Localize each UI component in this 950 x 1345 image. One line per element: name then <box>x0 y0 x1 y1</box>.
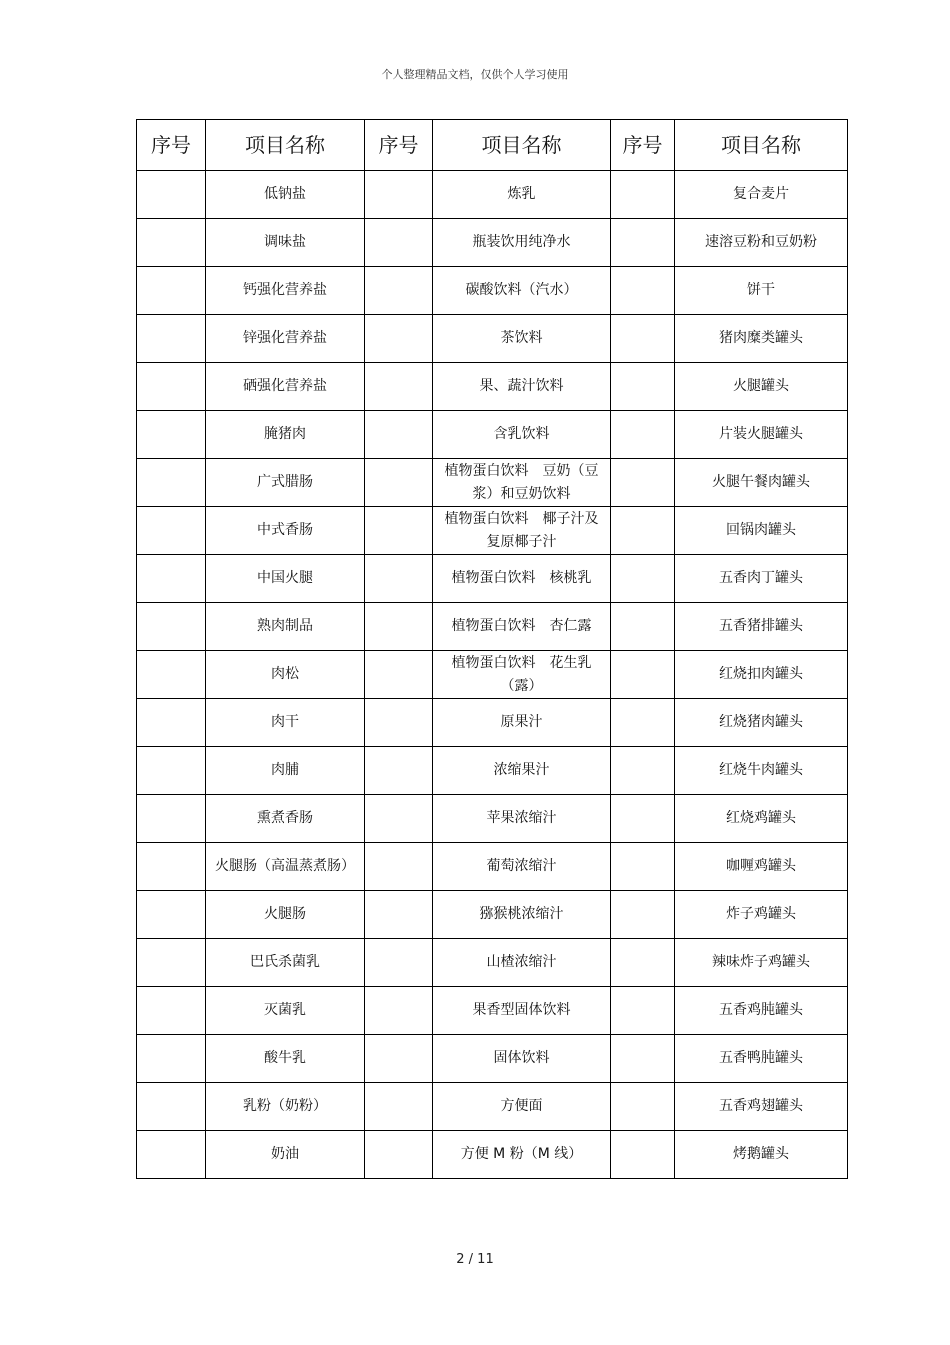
item-name-cell: 火腿午餐肉罐头 <box>675 459 848 507</box>
seq-cell <box>611 747 675 795</box>
header-seq-2: 序号 <box>365 120 433 171</box>
table-row <box>137 219 848 267</box>
seq-cell <box>137 843 206 891</box>
table-header-row <box>137 120 848 171</box>
seq-cell <box>611 939 675 987</box>
seq-cell <box>611 315 675 363</box>
seq-cell <box>611 171 675 219</box>
item-name-cell: 肉松 <box>206 651 365 699</box>
item-name-cell: 五香鸡翅罐头 <box>675 1083 848 1131</box>
seq-cell <box>137 603 206 651</box>
item-name-cell: 茶饮料 <box>433 315 611 363</box>
seq-cell <box>137 171 206 219</box>
seq-cell <box>365 507 433 555</box>
table-row <box>137 411 848 459</box>
seq-cell <box>611 267 675 315</box>
item-name-cell: 苹果浓缩汁 <box>433 795 611 843</box>
seq-cell <box>611 987 675 1035</box>
item-name-cell: 乳粉（奶粉） <box>206 1083 365 1131</box>
seq-cell <box>611 555 675 603</box>
header-seq-1: 序号 <box>137 120 206 171</box>
seq-cell <box>365 843 433 891</box>
table-row <box>137 267 848 315</box>
seq-cell <box>137 651 206 699</box>
table-row <box>137 843 848 891</box>
item-name-cell: 五香鸡肫罐头 <box>675 987 848 1035</box>
seq-cell <box>137 939 206 987</box>
header-item-name-3: 项目名称 <box>675 120 848 171</box>
seq-cell <box>611 1035 675 1083</box>
item-name-cell: 植物蛋白饮料 花生乳（露） <box>433 651 611 699</box>
item-name-cell: 广式腊肠 <box>206 459 365 507</box>
item-name-cell: 红烧牛肉罐头 <box>675 747 848 795</box>
seq-cell <box>365 1035 433 1083</box>
table-row <box>137 939 848 987</box>
item-name-cell: 锌强化营养盐 <box>206 315 365 363</box>
seq-cell <box>365 795 433 843</box>
item-name-cell: 调味盐 <box>206 219 365 267</box>
item-name-cell: 炼乳 <box>433 171 611 219</box>
seq-cell <box>611 891 675 939</box>
item-name-cell: 植物蛋白饮料 杏仁露 <box>433 603 611 651</box>
item-name-cell: 烤鹅罐头 <box>675 1131 848 1179</box>
item-name-cell: 复合麦片 <box>675 171 848 219</box>
item-name-cell: 酸牛乳 <box>206 1035 365 1083</box>
seq-cell <box>365 939 433 987</box>
table-body <box>137 171 848 1179</box>
item-name-cell: 五香猪排罐头 <box>675 603 848 651</box>
seq-cell <box>137 699 206 747</box>
seq-cell <box>137 987 206 1035</box>
item-name-cell: 原果汁 <box>433 699 611 747</box>
seq-cell <box>611 795 675 843</box>
seq-cell <box>365 315 433 363</box>
header-note: 个人整理精品文档，仅供个人学习使用 <box>381 68 569 81</box>
item-name-cell: 猪肉糜类罐头 <box>675 315 848 363</box>
table-row <box>137 459 848 507</box>
item-name-cell: 火腿肠 <box>206 891 365 939</box>
header-item-name-1: 项目名称 <box>206 120 365 171</box>
table-row <box>137 507 848 555</box>
seq-cell <box>611 459 675 507</box>
seq-cell <box>137 1035 206 1083</box>
seq-cell <box>365 651 433 699</box>
seq-cell <box>611 651 675 699</box>
item-name-cell: 辣味炸子鸡罐头 <box>675 939 848 987</box>
item-name-cell: 腌猪肉 <box>206 411 365 459</box>
seq-cell <box>137 507 206 555</box>
seq-cell <box>137 891 206 939</box>
seq-cell <box>611 411 675 459</box>
seq-cell <box>611 603 675 651</box>
item-name-cell: 中国火腿 <box>206 555 365 603</box>
item-name-cell: 钙强化营养盐 <box>206 267 365 315</box>
seq-cell <box>611 1131 675 1179</box>
seq-cell <box>365 1083 433 1131</box>
item-name-cell: 硒强化营养盐 <box>206 363 365 411</box>
item-name-cell: 红烧扣肉罐头 <box>675 651 848 699</box>
table-row <box>137 555 848 603</box>
seq-cell <box>365 411 433 459</box>
header-item-name-2: 项目名称 <box>433 120 611 171</box>
table-row <box>137 315 848 363</box>
item-name-cell: 熏煮香肠 <box>206 795 365 843</box>
seq-cell <box>365 171 433 219</box>
item-name-cell: 五香肉丁罐头 <box>675 555 848 603</box>
table-row <box>137 891 848 939</box>
item-name-cell: 片装火腿罐头 <box>675 411 848 459</box>
table-row <box>137 795 848 843</box>
item-name-cell: 植物蛋白饮料 椰子汁及复原椰子汁 <box>433 507 611 555</box>
item-name-cell: 植物蛋白饮料 核桃乳 <box>433 555 611 603</box>
page-number: 2 / 11 <box>456 1252 494 1267</box>
seq-cell <box>137 747 206 795</box>
table-row <box>137 171 848 219</box>
seq-cell <box>137 1131 206 1179</box>
item-name-cell: 猕猴桃浓缩汁 <box>433 891 611 939</box>
item-name-cell: 红烧鸡罐头 <box>675 795 848 843</box>
item-name-cell: 果香型固体饮料 <box>433 987 611 1035</box>
seq-cell <box>365 555 433 603</box>
seq-cell <box>365 219 433 267</box>
item-name-cell: 方便 M 粉（M 线） <box>433 1131 611 1179</box>
item-name-cell: 植物蛋白饮料 豆奶（豆浆）和豆奶饮料 <box>433 459 611 507</box>
table-row <box>137 1131 848 1179</box>
item-name-cell: 浓缩果汁 <box>433 747 611 795</box>
header-seq-3: 序号 <box>611 120 675 171</box>
item-name-cell: 五香鸭肫罐头 <box>675 1035 848 1083</box>
item-name-cell: 碳酸饮料（汽水） <box>433 267 611 315</box>
table-row <box>137 747 848 795</box>
seq-cell <box>137 267 206 315</box>
seq-cell <box>137 315 206 363</box>
item-name-cell: 红烧猪肉罐头 <box>675 699 848 747</box>
table-row <box>137 1083 848 1131</box>
seq-cell <box>365 699 433 747</box>
seq-cell <box>365 1131 433 1179</box>
item-name-cell: 肉干 <box>206 699 365 747</box>
seq-cell <box>137 411 206 459</box>
item-name-cell: 速溶豆粉和豆奶粉 <box>675 219 848 267</box>
item-name-cell: 葡萄浓缩汁 <box>433 843 611 891</box>
seq-cell <box>611 1083 675 1131</box>
item-name-cell: 饼干 <box>675 267 848 315</box>
table-row <box>137 987 848 1035</box>
table-row <box>137 363 848 411</box>
item-name-cell: 方便面 <box>433 1083 611 1131</box>
seq-cell <box>611 219 675 267</box>
item-name-cell: 固体饮料 <box>433 1035 611 1083</box>
item-name-cell: 火腿罐头 <box>675 363 848 411</box>
seq-cell <box>137 1083 206 1131</box>
seq-cell <box>365 987 433 1035</box>
item-name-cell: 含乳饮料 <box>433 411 611 459</box>
item-name-cell: 炸子鸡罐头 <box>675 891 848 939</box>
item-name-cell: 中式香肠 <box>206 507 365 555</box>
item-name-cell: 瓶装饮用纯净水 <box>433 219 611 267</box>
item-name-cell: 山楂浓缩汁 <box>433 939 611 987</box>
seq-cell <box>137 363 206 411</box>
seq-cell <box>137 795 206 843</box>
seq-cell <box>611 363 675 411</box>
seq-cell <box>611 843 675 891</box>
item-name-cell: 肉脯 <box>206 747 365 795</box>
table-row <box>137 603 848 651</box>
seq-cell <box>365 459 433 507</box>
seq-cell <box>137 459 206 507</box>
seq-cell <box>365 267 433 315</box>
item-name-cell: 火腿肠（高温蒸煮肠） <box>206 843 365 891</box>
seq-cell <box>365 891 433 939</box>
seq-cell <box>365 747 433 795</box>
item-name-cell: 巴氏杀菌乳 <box>206 939 365 987</box>
seq-cell <box>611 507 675 555</box>
item-name-cell: 奶油 <box>206 1131 365 1179</box>
item-name-cell: 咖喱鸡罐头 <box>675 843 848 891</box>
table-row <box>137 651 848 699</box>
seq-cell <box>365 363 433 411</box>
item-name-cell: 灭菌乳 <box>206 987 365 1035</box>
item-name-cell: 果、蔬汁饮料 <box>433 363 611 411</box>
item-name-cell: 低钠盐 <box>206 171 365 219</box>
item-name-cell: 熟肉制品 <box>206 603 365 651</box>
table-row <box>137 699 848 747</box>
seq-cell <box>611 699 675 747</box>
item-name-cell: 回锅肉罐头 <box>675 507 848 555</box>
seq-cell <box>137 219 206 267</box>
table-row <box>137 1035 848 1083</box>
seq-cell <box>365 603 433 651</box>
seq-cell <box>137 555 206 603</box>
food-items-table <box>136 119 848 1179</box>
